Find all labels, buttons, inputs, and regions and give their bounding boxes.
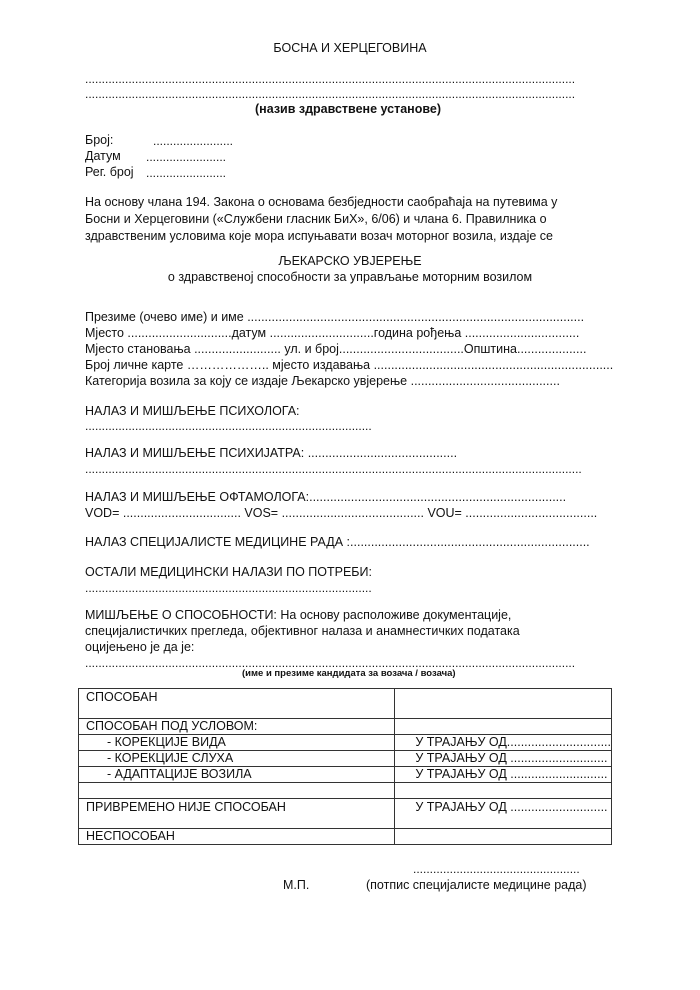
table-row — [79, 735, 612, 751]
signature-line[interactable]: .................................................. — [413, 862, 580, 876]
vehicle-adaptation-option[interactable]: - АДАПТАЦИЈЕ ВОЗИЛА — [79, 767, 395, 783]
table-row — [79, 767, 612, 783]
table-row — [79, 689, 612, 719]
fit-note-cell[interactable] — [395, 689, 612, 719]
spacer-cell — [79, 783, 395, 799]
table-row — [79, 751, 612, 767]
other-findings-field[interactable]: ...................................................................................... — [85, 581, 372, 595]
datum-field[interactable]: ........................ — [146, 150, 227, 164]
table-row — [79, 829, 612, 845]
opinion-line-2: специјалистичких прегледа, објективног налаза и анамнестичких података — [85, 624, 520, 638]
institution-line-1[interactable]: ................................................................................................................................................... — [85, 72, 576, 86]
psychologist-field[interactable]: ...................................................................................... — [85, 419, 372, 433]
datum-label: Датум — [85, 149, 121, 163]
institution-label: (назив здравствене установе) — [255, 102, 441, 116]
psychologist-heading: НАЛАЗ И МИШЉЕЊЕ ПСИХОЛОГА: — [85, 404, 300, 418]
intro-line-2: Босни и Херцеговини («Службени гласник БиХ», 6/06) и члана 6. Правилника о — [85, 212, 547, 226]
residence-field[interactable]: Мјесто становања ......................... ул. и број....................................Општина.................... — [85, 342, 587, 356]
candidate-name-caption: (име и презиме кандидата за возача / возача) — [242, 668, 456, 679]
document-title: ЉЕКАРСКО УВЈЕРЕЊЕ — [278, 254, 422, 268]
country-title: БОСНА И ХЕРЦЕГОВИНА — [273, 41, 427, 55]
opinion-line-1: МИШЉЕЊЕ О СПОСОБНОСТИ: На основу расположиве документације, — [85, 608, 512, 622]
unfit-note-cell[interactable] — [395, 829, 612, 845]
unfit-option[interactable]: НЕСПОСОБАН — [79, 829, 395, 845]
opinion-line-3: оцијењено је да је: — [85, 640, 195, 654]
reg-label: Рег. број — [85, 165, 134, 179]
intro-line-3: здравственим условима које мора испуњавати возач моторног возила, издаје се — [85, 229, 553, 243]
id-card-field[interactable]: Број личне карте ……………….. мјесто издавања ..................................................................... — [85, 358, 614, 372]
broj-label: Број: — [85, 133, 114, 147]
vision-duration-field[interactable]: У ТРАЈАЊУ ОД.............................. — [395, 735, 612, 751]
table-row — [79, 783, 612, 799]
intro-line-1: На основу члана 194. Закона о основама безбједности саобраћаја на путевима у — [85, 195, 558, 209]
spacer-cell — [395, 783, 612, 799]
stamp-label: М.П. — [283, 878, 310, 892]
conditional-option[interactable]: СПОСОБАН ПОД УСЛОВОМ: — [79, 719, 395, 735]
candidate-name-field[interactable]: ................................................................................................................................................... — [85, 656, 576, 670]
broj-field[interactable]: ........................ — [153, 134, 234, 148]
fit-option[interactable]: СПОСОБАН — [79, 689, 395, 719]
temporary-duration-field[interactable]: У ТРАЈАЊУ ОД ............................ — [395, 799, 612, 829]
occupational-medicine-field[interactable]: НАЛАЗ СПЕЦИЈАЛИСТЕ МЕДИЦИНЕ РАДА :..................................................................... — [85, 535, 590, 549]
table-row — [79, 719, 612, 735]
document-subtitle: о здравственој способности за управљање моторним возилом — [167, 270, 533, 284]
surname-name-field[interactable]: Презиме (очево име) и име ................................................................................................. — [85, 310, 585, 324]
institution-line-2[interactable]: ................................................................................................................................................... — [85, 87, 576, 101]
hearing-correction-option[interactable]: - КОРЕКЦИЈЕ СЛУХА — [79, 751, 395, 767]
vehicle-duration-field[interactable]: У ТРАЈАЊУ ОД ............................ — [395, 767, 612, 783]
vision-correction-option[interactable]: - КОРЕКЦИЈЕ ВИДА — [79, 735, 395, 751]
vehicle-category-field[interactable]: Категорија возила за коју се издаје Љекарско увјерење ........................................... — [85, 374, 560, 388]
ophthalmologist-field[interactable]: НАЛАЗ И МИШЉЕЊЕ ОФТАМОЛОГА:.......................................................................... — [85, 490, 567, 504]
psychiatrist-extra-line[interactable]: ..................................................................................................................................................... — [85, 462, 582, 476]
other-findings-heading: ОСТАЛИ МЕДИЦИНСКИ НАЛАЗИ ПО ПОТРЕБИ: — [85, 565, 372, 579]
capability-table — [78, 688, 612, 845]
reg-field[interactable]: ........................ — [146, 166, 227, 180]
psychiatrist-field[interactable]: НАЛАЗ И МИШЉЕЊЕ ПСИХИЈАТРА: ........................................... — [85, 446, 458, 460]
temporarily-unfit-option[interactable]: ПРИВРЕМЕНО НИЈЕ СПОСОБАН — [79, 799, 395, 829]
conditional-note-cell[interactable] — [395, 719, 612, 735]
table-row — [79, 799, 612, 829]
birth-place-date-field[interactable]: Мјесто ..............................датум ..............................година рођења ................................. — [85, 326, 580, 340]
signature-label: (потпис специјалисте медицине рада) — [366, 878, 587, 892]
hearing-duration-field[interactable]: У ТРАЈАЊУ ОД ............................ — [395, 751, 612, 767]
visual-acuity-field[interactable]: VOD= .................................. VOS= ......................................... VOU= ...................................... — [85, 506, 598, 520]
